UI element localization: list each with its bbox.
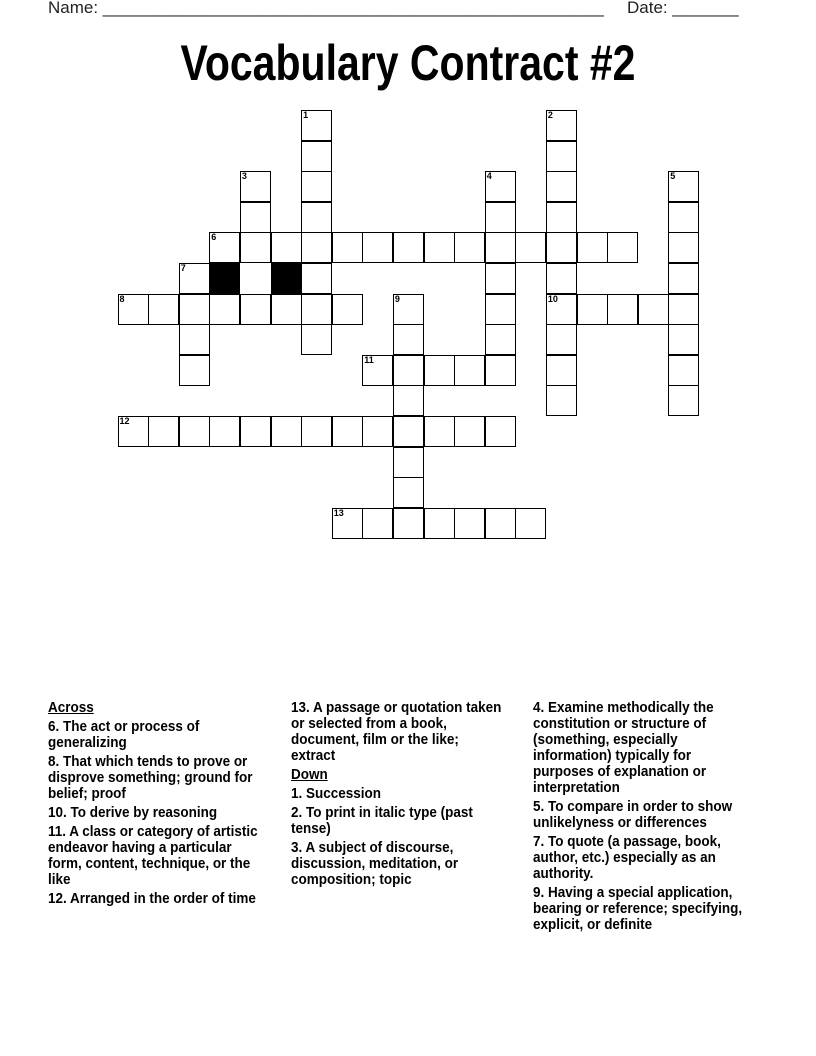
crossword-cell[interactable] (485, 171, 516, 202)
clue-down-2: 2. To print in italic type (past tense) (291, 805, 473, 837)
crossword-cell[interactable] (485, 355, 516, 386)
crossword-cell[interactable] (148, 416, 179, 447)
clues-column-1 (48, 700, 264, 910)
crossword-cell[interactable] (607, 232, 638, 263)
crossword-cell[interactable] (301, 416, 332, 447)
crossword-cell[interactable] (332, 294, 363, 325)
crossword-cell[interactable] (485, 202, 516, 233)
crossword-cell[interactable] (393, 324, 424, 355)
clue-across-11: 11. A class or category of artistic endeavor having a particular form, content, technique, or the like (48, 824, 258, 888)
crossword-cell[interactable] (424, 416, 455, 447)
clue-across-6: 6. The act or process of generalizing (48, 719, 200, 751)
crossword-cell[interactable] (454, 508, 485, 539)
crossword-cell[interactable] (668, 263, 699, 294)
clues-column-2 (291, 700, 507, 891)
crossword-cell[interactable] (301, 171, 332, 202)
clue-number: 6 (211, 232, 217, 243)
crossword-cell[interactable] (546, 263, 577, 294)
down-heading: Down (291, 767, 328, 783)
crossword-cell[interactable] (118, 294, 149, 325)
crossword-cell[interactable] (638, 294, 669, 325)
clue-down-4: 4. Examine methodically the constitution or structure of (something, especially information) typically for purposes of explanation or interpretation (533, 700, 714, 796)
date-label: Date: _______ (627, 0, 739, 17)
crossword-cell[interactable] (362, 355, 393, 386)
crossword-cell[interactable] (546, 110, 577, 141)
crossword-cell[interactable] (454, 355, 485, 386)
crossword-cell[interactable] (393, 232, 424, 263)
clue-across-10: 10. To derive by reasoning (48, 805, 218, 821)
crossword-cell[interactable] (301, 294, 332, 325)
clue-number: 13 (333, 507, 344, 518)
crossword-cell[interactable] (148, 294, 179, 325)
clue-across-8: 8. That which tends to prove or disprove something; ground for belief; proof (48, 754, 253, 802)
crossword-cell[interactable] (179, 263, 210, 294)
crossword-cell[interactable] (668, 171, 699, 202)
crossword-cell[interactable] (209, 232, 240, 263)
crossword-cell[interactable] (179, 294, 210, 325)
crossword-cell[interactable] (179, 416, 210, 447)
crossword-cell[interactable] (393, 385, 424, 416)
crossword-cell[interactable] (668, 294, 699, 325)
crossword-cell[interactable] (240, 294, 271, 325)
crossword-cell[interactable] (424, 355, 455, 386)
clue-number: 1 (303, 110, 309, 120)
crossword-cell[interactable] (301, 141, 332, 172)
crossword-cell[interactable] (362, 416, 393, 447)
black-square (209, 263, 240, 294)
crossword-cell[interactable] (209, 294, 240, 325)
crossword-cell[interactable] (362, 508, 393, 539)
crossword-cell[interactable] (668, 355, 699, 386)
crossword-cell[interactable] (393, 294, 424, 325)
page-title: Vocabulary Contract #2 (180, 35, 636, 91)
clue-number: 5 (670, 171, 676, 182)
crossword-cell[interactable] (546, 141, 577, 172)
clue-number: 2 (547, 110, 553, 120)
crossword-cell[interactable] (546, 202, 577, 233)
clue-across-13: 13. A passage or quotation taken or selected from a book, document, film or the like; extract (291, 700, 502, 764)
crossword-cell[interactable] (424, 232, 455, 263)
clue-number: 9 (394, 293, 400, 304)
crossword-cell[interactable] (577, 294, 608, 325)
clue-down-1: 1. Succession (291, 786, 381, 802)
crossword-cell[interactable] (485, 416, 516, 447)
crossword-cell[interactable] (393, 416, 424, 447)
crossword-cell[interactable] (668, 232, 699, 263)
clue-down-9: 9. Having a special application, bearing or reference; specifying, explicit, or definite (533, 885, 743, 933)
crossword-cell[interactable] (668, 385, 699, 416)
crossword-cell[interactable] (485, 294, 516, 325)
crossword-cell[interactable] (301, 202, 332, 233)
crossword-cell[interactable] (393, 355, 424, 386)
crossword-cell[interactable] (546, 294, 577, 325)
crossword-cell[interactable] (485, 263, 516, 294)
clue-number: 12 (119, 416, 130, 426)
crossword-cell[interactable] (301, 232, 332, 263)
crossword-cell[interactable] (485, 232, 516, 263)
crossword-cell[interactable] (546, 385, 577, 416)
crossword-cell[interactable] (546, 171, 577, 202)
crossword-cell[interactable] (271, 294, 302, 325)
crossword-cell[interactable] (301, 263, 332, 294)
crossword-cell[interactable] (515, 232, 546, 263)
crossword-cell[interactable] (301, 324, 332, 355)
crossword-cell[interactable] (362, 232, 393, 263)
crossword-cell[interactable] (240, 232, 271, 263)
crossword-cell[interactable] (209, 416, 240, 447)
crossword-cell[interactable] (393, 477, 424, 508)
crossword-cell[interactable] (179, 355, 210, 386)
clue-down-3: 3. A subject of discourse, discussion, meditation, or composition; topic (291, 840, 459, 888)
crossword-cell[interactable] (301, 110, 332, 141)
crossword-cell[interactable] (179, 324, 210, 355)
crossword-cell[interactable] (332, 508, 363, 539)
crossword-cell[interactable] (454, 232, 485, 263)
crossword-cell[interactable] (485, 508, 516, 539)
crossword-cell[interactable] (668, 324, 699, 355)
crossword-cell[interactable] (118, 416, 149, 447)
clue-down-5: 5. To compare in order to show unlikelyness or differences (533, 799, 733, 831)
crossword-cell[interactable] (546, 324, 577, 355)
crossword-cell[interactable] (424, 508, 455, 539)
crossword-cell[interactable] (546, 355, 577, 386)
crossword-cell[interactable] (271, 416, 302, 447)
crossword-cell[interactable] (332, 416, 363, 447)
clue-number: 8 (119, 293, 125, 304)
crossword-cell[interactable] (393, 447, 424, 478)
clue-number: 11 (364, 354, 374, 365)
crossword-cell[interactable] (546, 232, 577, 263)
clue-across-12: 12. Arranged in the order of time (48, 891, 256, 907)
crossword-cell[interactable] (332, 232, 363, 263)
name-label: Name: _____________________________________________________ (48, 0, 604, 17)
crossword-cell[interactable] (485, 324, 516, 355)
crossword-cell[interactable] (515, 508, 546, 539)
black-square (271, 263, 302, 294)
crossword-cell[interactable] (577, 232, 608, 263)
crossword-cell[interactable] (240, 171, 271, 202)
clue-number: 7 (180, 263, 186, 273)
crossword-cell[interactable] (240, 202, 271, 233)
clue-number: 10 (547, 293, 558, 304)
crossword-cell[interactable] (454, 416, 485, 447)
clue-down-7: 7. To quote (a passage, book, author, etc.) especially as an authority. (533, 834, 721, 882)
crossword-cell[interactable] (393, 508, 424, 539)
crossword-cell[interactable] (607, 294, 638, 325)
across-heading: Across (48, 700, 94, 716)
clue-number: 4 (486, 171, 492, 182)
clue-number: 3 (241, 171, 247, 182)
crossword-cell[interactable] (668, 202, 699, 233)
crossword-cell[interactable] (271, 232, 302, 263)
clues-column-3 (533, 700, 749, 936)
crossword-cell[interactable] (240, 416, 271, 447)
